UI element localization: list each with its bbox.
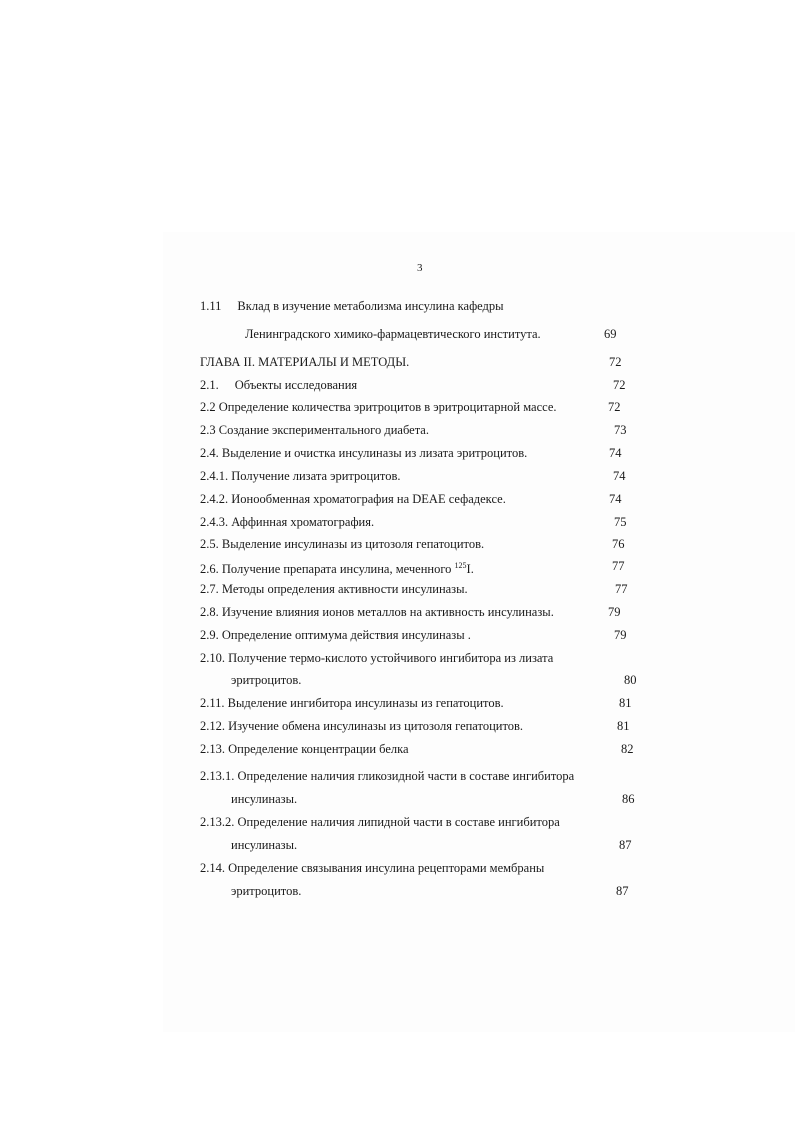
toc-entry-text: 2.8. Изучение влияния ионов металлов на активность инсулиназы. [200,605,554,619]
toc-entry-text: 2.2 Определение количества эритроцитов в эритроцитарной массе. [200,400,557,414]
toc-entry-text: эритроцитов. [231,673,302,687]
toc-entry-page: 74 [609,492,622,506]
toc-entry-page: 76 [612,537,625,551]
toc-entry-text: Вклад в изучение метаболизма инсулина кафедры [237,299,504,313]
toc-entry-text: инсулиназы. [231,792,298,806]
toc-entry-text: 2.4.3. Аффинная хроматография. [200,515,375,529]
toc-entry [200,298,504,314]
toc-entry [200,377,357,393]
toc-entry-text: 2.11. Выделение ингибитора инсулиназы из гепатоцитов. [200,696,504,710]
toc-entry-text: 2.13. Определение концентрации белка [200,742,409,756]
toc-entry-text: 2.12. Изучение обмена инсулиназы из цитозоля гепатоцитов. [200,719,524,733]
toc-entry-page: 81 [619,696,632,710]
toc-entry-page: 82 [621,742,634,756]
toc-entry [200,558,474,577]
toc-entry-page: 69 [604,327,617,341]
toc-entry-page: 87 [619,838,632,852]
toc-chapter-heading: ГЛАВА II. МАТЕРИАЛЫ И МЕТОДЫ. [200,355,410,369]
toc-entry-number: 1.11 [200,299,222,313]
toc-entry-page: 77 [612,559,625,573]
toc-entry-text: 2.13.2. Определение наличия липидной части в составе ингибитора [200,815,560,829]
toc-entry-page: 74 [613,469,626,483]
toc-entry-page: 77 [615,582,628,596]
toc-entry-page: 79 [608,605,621,619]
toc-entry-text: 2.13.1. Определение наличия гликозидной части в составе ингибитора [200,769,575,783]
toc-entry-text: эритроцитов. [231,884,302,898]
toc-entry-page: 72 [613,378,626,392]
toc-entry-text: 2.4.2. Ионообменная хроматография на DEAE сефадексе. [200,492,506,506]
toc-entry-text: 2.10. Получение термо-кислото устойчивого ингибитора из лизата [200,651,554,665]
toc-entry-page: 72 [608,400,621,414]
toc-entry-text: 2.7. Методы определения активности инсулиназы. [200,582,468,596]
toc-entry-page: 79 [614,628,627,642]
toc-entry-text: 2.5. Выделение инсулиназы из цитозоля гепатоцитов. [200,537,485,551]
toc-entry-page: 73 [614,423,627,437]
isotope-symbol: I. [466,562,474,576]
toc-entry-number: 2.1. [200,378,219,392]
toc-entry-page: 87 [616,884,629,898]
toc-entry-page: 75 [614,515,627,529]
toc-entry-page: 80 [624,673,637,687]
toc-entry-page: 86 [622,792,635,806]
toc-entry-text: 2.3 Создание экспериментального диабета. [200,423,429,437]
toc-entry-text: 2.14. Определение связывания инсулина рецепторами мембраны [200,861,545,875]
toc-entry-page: 81 [617,719,630,733]
toc-entry-text: Ленинградского химико-фармацевтического института. [245,327,541,341]
toc-entry-text: инсулиназы. [231,838,298,852]
toc-entry-text: Объекты исследования [234,378,358,392]
toc-entry-text: 2.4. Выделение и очистка инсулиназы из лизата эритроцитов. [200,446,528,460]
toc-entry-page: 72 [609,355,622,369]
isotope-superscript: 125 [454,561,467,570]
toc-entry-text: 2.6. Получение препарата инсулина, меченного [200,562,452,576]
toc-entry-text: 2.9. Определение оптимума действия инсулиназы . [200,628,471,642]
toc-entry-page: 74 [609,446,622,460]
page-number: 3 [417,262,423,274]
toc-entry-text: 2.4.1. Получение лизата эритроцитов. [200,469,401,483]
